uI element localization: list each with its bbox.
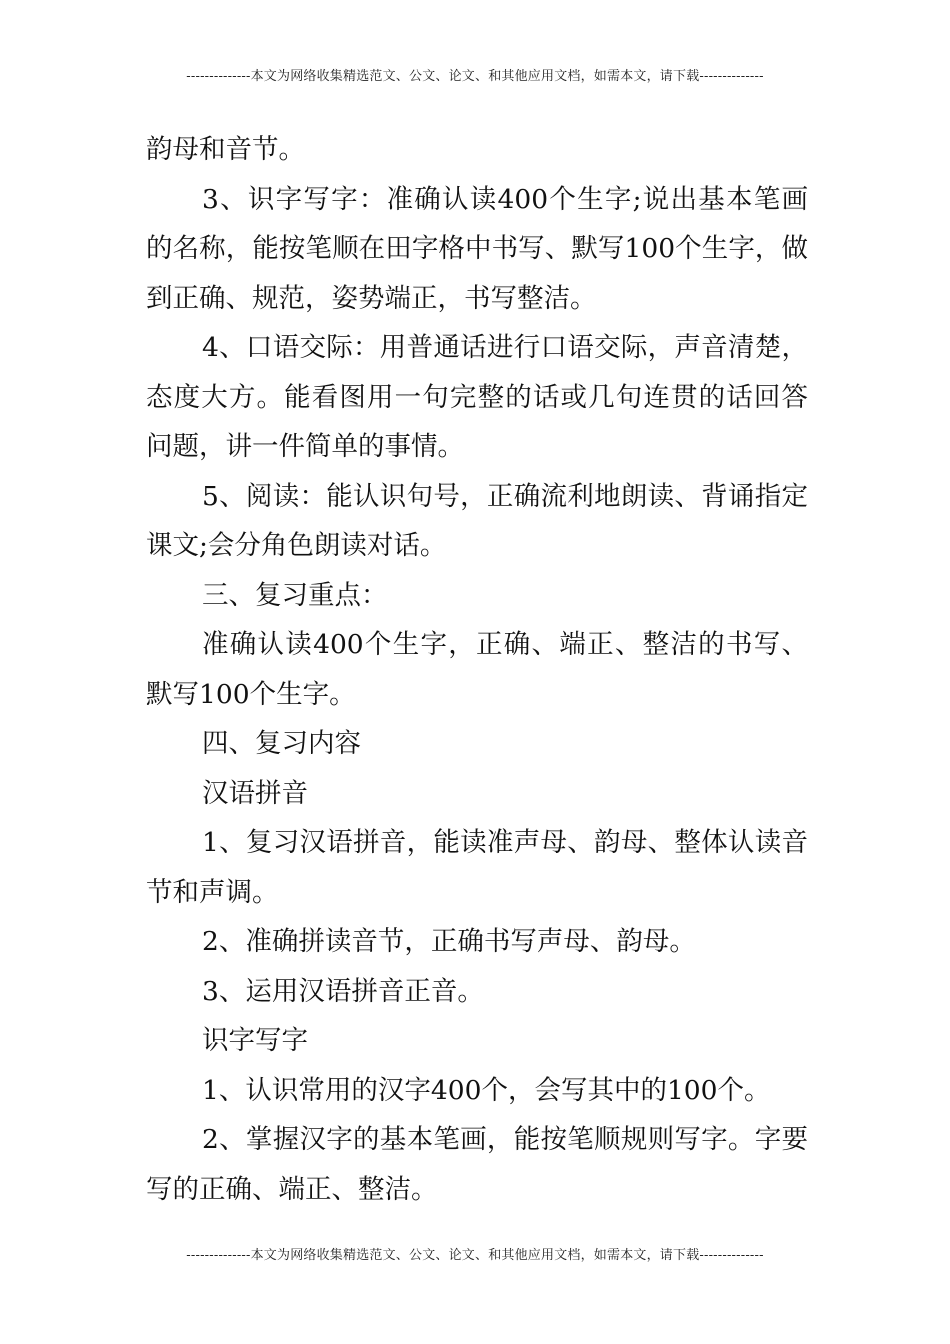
subsection-heading: 识字写字 [202, 1025, 308, 1056]
page-footer: --------------本文为网络收集精选范文、公文、论文、和其他应用文档，如需本文，请下载-------------- [186, 1248, 764, 1263]
paragraph: 3、识字写字：准确认读400个生字;说出基本笔画的名称，能按笔顺在田字格中书写、默写100个生字，做到正确、规范，姿势端正，书写整洁。 [146, 183, 808, 314]
paragraph: 韵母和音节。 [146, 134, 305, 165]
document-body [146, 125, 808, 1214]
paragraph: 准确认读400个生字，正确、端正、整洁的书写、默写100个生字。 [146, 629, 808, 710]
paragraph: 4、口语交际：用普通话进行口语交际，声音清楚，态度大方。能看图用一句完整的话或几句连贯的话回答问题，讲一件简单的事情。 [146, 332, 808, 462]
section-heading: 四、复习内容 [202, 728, 361, 759]
paragraph: 2、掌握汉字的基本笔画，能按笔顺规则写字。字要写的正确、端正、整洁。 [146, 1124, 808, 1205]
paragraph: 1、认识常用的汉字400个，会写其中的100个。 [202, 1074, 771, 1106]
page-header: --------------本文为网络收集精选范文、公文、论文、和其他应用文档，如需本文，请下载-------------- [186, 69, 764, 84]
paragraph: 2、准确拼读音节，正确书写声母、韵母。 [202, 926, 696, 957]
section-heading: 三、复习重点： [202, 579, 388, 611]
paragraph: 5、阅读：能认识句号，正确流利地朗读、背诵指定课文;会分角色朗读对话。 [146, 480, 808, 561]
paragraph: 1、复习汉语拼音，能读准声母、韵母、整体认读音节和声调。 [146, 827, 808, 908]
subsection-heading: 汉语拼音 [202, 777, 308, 809]
paragraph: 3、运用汉语拼音正音。 [202, 975, 484, 1007]
